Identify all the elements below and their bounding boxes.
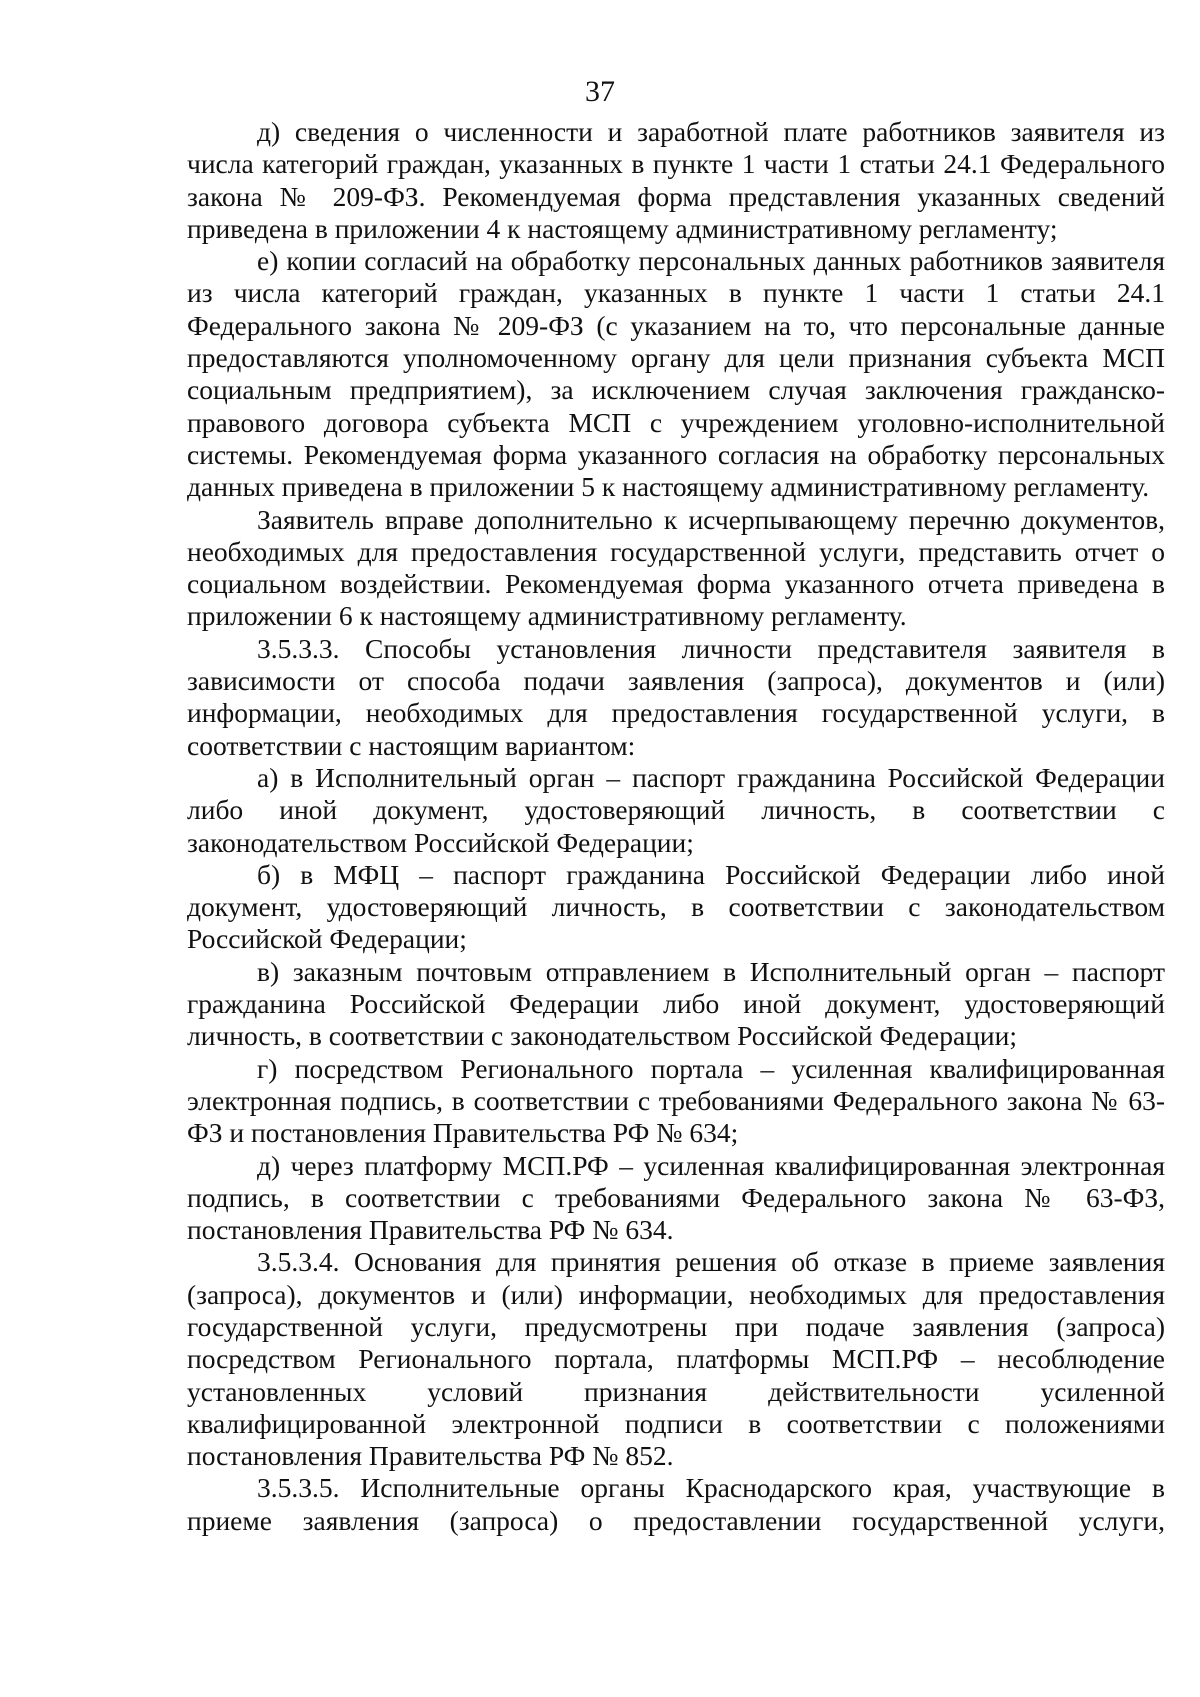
- paragraph-e-consent-copies: е) копии согласий на обработку персональных данных работников заявителя из числа категорий граждан, указанных в пункте 1 части 1 статьи 24.1 Федерального закона № 209-ФЗ (с указанием на то, что персональные данные предоставляются уполномоченному органу для цели признания субъекта МСП социальным предприятием), за исключением случая заключения гражданско-правового договора субъекта МСП с учреждением уголовно-исполнительной системы. Рекомендуемая форма указанного согласия на обработку персональных данных приведена в приложении 5 к настоящему административному регламенту.: [187, 245, 1165, 503]
- paragraph-3-5-3-3: 3.5.3.3. Способы установления личности представителя заявителя в зависимости от способа подачи заявления (запроса), документов и (или) информации, необходимых для предоставления государственной услуги, в соответствии с настоящим вариантом:: [187, 632, 1165, 761]
- paragraph-v-registered-mail: в) заказным почтовым отправлением в Исполнительный орган – паспорт гражданина Российской Федерации либо иной документ, удостоверяющий личность, в соответствии с законодательством Российской Федерации;: [187, 955, 1165, 1052]
- paragraph-d-employee-info: д) сведения о численности и заработной плате работников заявителя из числа категорий граждан, указанных в пункте 1 части 1 статьи 24.1 Федерального закона № 209-ФЗ. Рекомендуемая форма представления указанных сведений приведена в приложении 4 к настоящему административному регламенту;: [187, 116, 1165, 244]
- paragraph-b-mfc: б) в МФЦ – паспорт гражданина Российской Федерации либо иной документ, удостоверяющий личность, в соответствии с законодательством Российской Федерации;: [187, 858, 1165, 955]
- paragraph-3-5-3-4: 3.5.3.4. Основания для принятия решения об отказе в приеме заявления (запроса), документов и (или) информации, необходимых для предоставления государственной услуги, предусмотрены при подаче заявления (запроса) посредством Регионального портала, платформы МСП.РФ – несоблюдение установленных условий признания действительности усиленной квалифицированной электронной подписи в соответствии с положениями постановления Правительства РФ № 852.: [187, 1246, 1165, 1472]
- paragraph-social-impact-report: Заявитель вправе дополнительно к исчерпывающему перечню документов, необходимых для предоставления государственной услуги, представить отчет о социальном воздействии. Рекомендуемая форма указанного отчета приведена в приложении 6 к настоящему административному регламенту.: [187, 503, 1165, 632]
- document-body: [187, 116, 1165, 1537]
- paragraph-a-executive-body: а) в Исполнительный орган – паспорт гражданина Российской Федерации либо иной документ, удостоверяющий личность, в соответствии с законодательством Российской Федерации;: [187, 761, 1165, 858]
- page-number: 37: [585, 75, 615, 108]
- paragraph-3-5-3-5: 3.5.3.5. Исполнительные органы Краснодарского края, участвующие в приеме заявления (запроса) о предоставлении государственной услуги,: [187, 1472, 1165, 1536]
- paragraph-g-regional-portal: г) посредством Регионального портала – усиленная квалифицированная электронная подпись, в соответствии с требованиями Федерального закона № 63-ФЗ и постановления Правительства РФ № 634;: [187, 1052, 1165, 1149]
- paragraph-d-msp-platform: д) через платформу МСП.РФ – усиленная квалифицированная электронная подпись, в соответствии с требованиями Федерального закона № 63-ФЗ, постановления Правительства РФ № 634.: [187, 1149, 1165, 1246]
